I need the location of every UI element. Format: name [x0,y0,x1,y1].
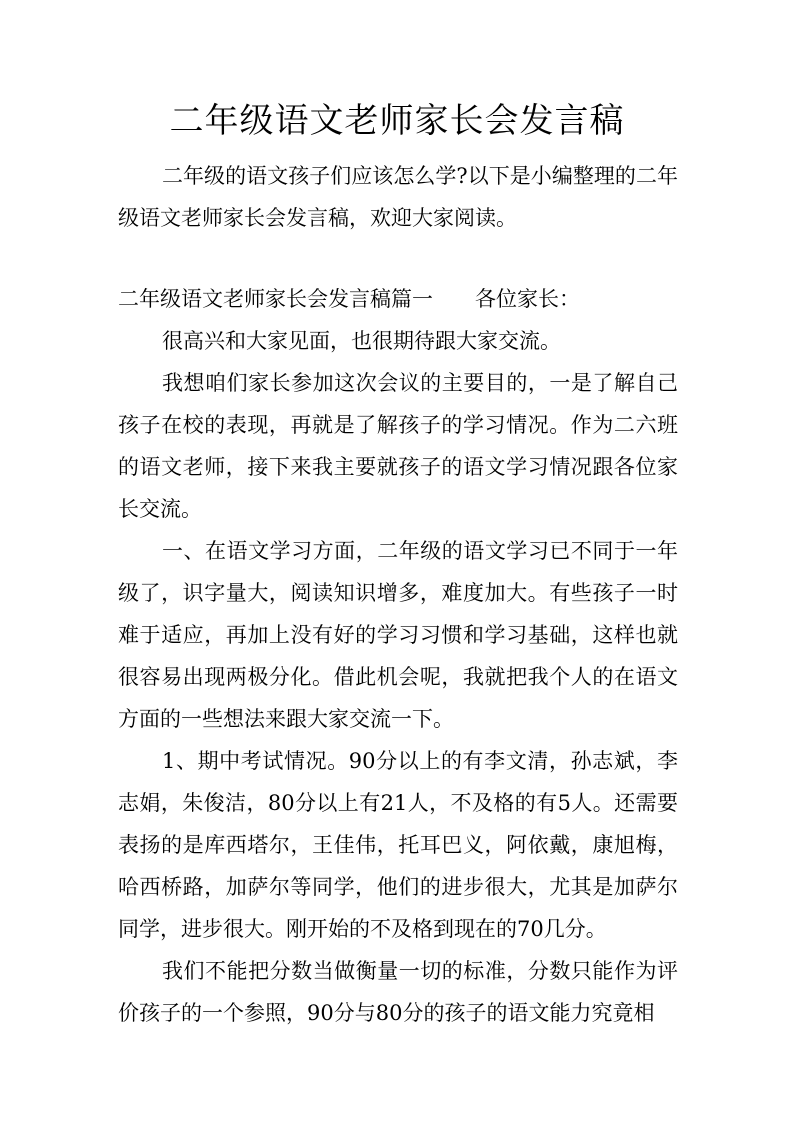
paragraph-chinese-learning: 一、在语文学习方面，二年级的语文学习已不同于一年级了，识字量大，阅读知识增多，难度加大。有些孩子一时难于适应，再加上没有好的学习习惯和学习基础，这样也就很容易出现两极分化。借此机会呢，我就把我个人的在语文方面的一些想法来跟大家交流一下。 [118,539,678,731]
salutation: 各位家长： [475,287,580,311]
document-title: 二年级语文老师家长会发言稿 [169,101,625,141]
paragraph-greeting: 很高兴和大家见面，也很期待跟大家交流。 [162,329,561,353]
paragraph-score-standard: 我们不能把分数当做衡量一切的标准，分数只能作为评价孩子的一个参照，90分与80分的孩子的语文能力究竟相 [118,959,678,1025]
paragraph-midterm-results: 1、期中考试情况。90分以上的有李文清，孙志斌，李志娟，朱俊洁，80分以上有21人，不及格的有5人。还需要表扬的是库西塔尔，王佳伟，托耳巴义，阿依戴，康旭梅，哈西桥路，加萨尔等同学，他们的进步很大，尤其是加萨尔同学，进步很大。刚开始的不及格到现在的70几分。 [118,749,678,941]
intro-paragraph: 二年级的语文孩子们应该怎么学?以下是小编整理的二年级语文老师家长会发言稿，欢迎大家阅读。 [118,164,678,230]
paragraph-purpose: 我想咱们家长参加这次会议的主要目的，一是了解自己孩子在校的表现，再就是了解孩子的学习情况。作为二六班的语文老师，接下来我主要就孩子的语文学习情况跟各位家长交流。 [118,371,678,521]
section-heading-line [118,278,718,320]
section-heading: 二年级语文老师家长会发言稿篇一 [118,287,433,311]
